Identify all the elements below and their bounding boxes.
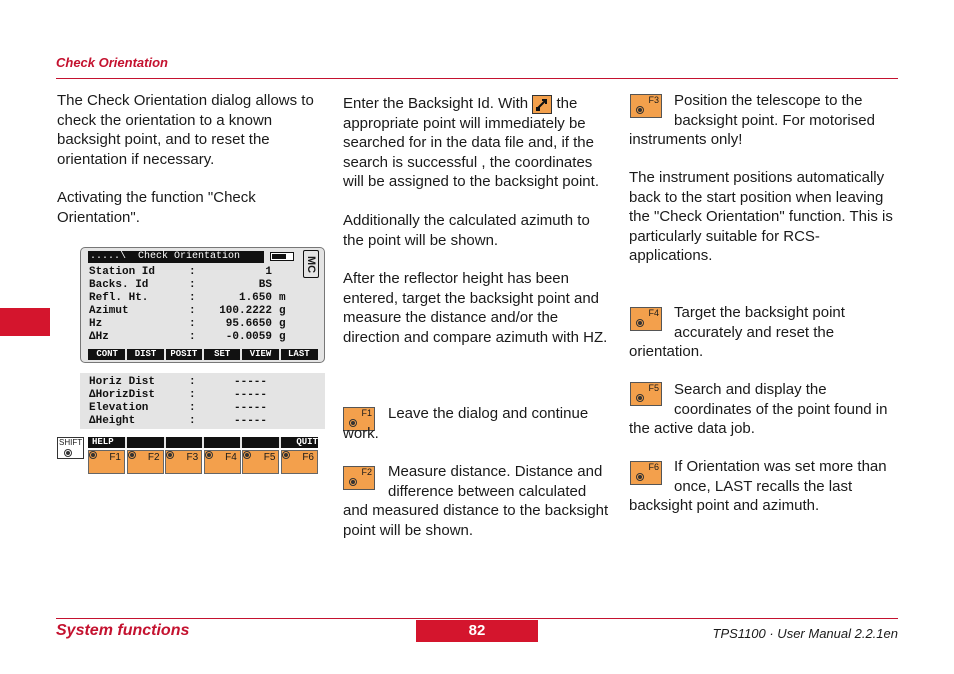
row-label: ΔHz xyxy=(89,331,109,343)
search-point-icon xyxy=(532,95,552,114)
intro-paragraph: The Check Orientation dialog allows to check the orientation to a known backsight point, and to reset the orientation if necessary. xyxy=(57,92,314,168)
softkey-3[interactable]: POSIT xyxy=(170,349,198,359)
positions-paragraph: The instrument positions automatically back to the start position when leaving the "Check Orientation" function. This is particularly suitable for RCS-applications. xyxy=(629,169,893,264)
shift-softkey-1[interactable]: HELP xyxy=(92,437,114,447)
shift-softkey-5[interactable] xyxy=(241,437,279,448)
f1-description: Leave the dialog and continue work. xyxy=(343,405,589,442)
battery-icon xyxy=(270,252,294,261)
softkey-divider xyxy=(240,437,242,448)
shift-key[interactable]: SHIFT xyxy=(57,437,84,459)
row-label: ΔHeight xyxy=(89,415,136,427)
chapter-tab xyxy=(0,308,50,336)
page-number: 82 xyxy=(416,620,538,642)
f3-description: Position the telescope to the backsight point. For motorised instruments only! xyxy=(629,92,875,148)
softkey-bar xyxy=(88,349,318,360)
shift-softkey-4[interactable] xyxy=(203,437,241,448)
activate-paragraph: Activating the function "Check Orientation". xyxy=(57,189,256,226)
function-key-label: F3 xyxy=(186,452,199,463)
function-key-2[interactable] xyxy=(127,450,164,474)
function-key-label: F5 xyxy=(263,452,276,463)
softkey-5[interactable]: VIEW xyxy=(249,349,272,359)
function-key-row xyxy=(88,450,318,474)
softkey-divider xyxy=(125,437,127,448)
softkey-2[interactable]: DIST xyxy=(134,349,157,359)
row-label: Horiz Dist xyxy=(89,376,156,388)
row-label: Azimut xyxy=(89,305,129,317)
footer-section: System functions xyxy=(56,622,190,639)
row-value: 1 xyxy=(265,266,272,278)
f6-key-icon: F6 xyxy=(630,461,662,485)
f4-key-icon: F4 xyxy=(630,307,662,331)
f5-description: Search and display the coordinates of the point found in the active data job. xyxy=(629,381,888,437)
softkey-divider xyxy=(164,349,166,360)
enter-backsight-paragraph: Enter the Backsight Id. With the appropriate point will immediately be searched for in the data file and, if the search is successful , the coordinates will be assigned to the backsight point. xyxy=(343,95,599,191)
softkey-divider xyxy=(164,437,166,448)
row-separator: : xyxy=(189,292,196,304)
function-key-label: F1 xyxy=(109,452,121,463)
f6-description: If Orientation was set more than once, LAST recalls the last backsight point and azimuth. xyxy=(629,458,887,514)
mode-indicator: MC xyxy=(303,250,319,278)
section-header: Check Orientation xyxy=(56,55,168,70)
row-value: ----- xyxy=(234,415,268,427)
reflector-paragraph: After the reflector height has been entered, target the backsight point and measure the distance and/or the direction and compare azimuth with HZ. xyxy=(343,270,608,346)
softkey-6[interactable]: LAST xyxy=(288,349,310,359)
row-separator: : xyxy=(189,402,196,414)
row-unit: g xyxy=(279,305,286,317)
row-value: 100.2222 xyxy=(219,305,272,317)
softkey-1[interactable]: CONT xyxy=(96,349,118,359)
function-key-label: F2 xyxy=(147,452,160,463)
softkey-divider xyxy=(279,349,281,360)
f3-key-icon: F3 xyxy=(630,94,662,118)
softkey-divider xyxy=(202,349,204,360)
f4-description: Target the backsight point accurately and reset the orientation. xyxy=(629,304,845,360)
row-label: Elevation xyxy=(89,402,149,414)
shift-softkey-6[interactable]: QUIT xyxy=(296,437,318,447)
row-unit: m xyxy=(279,292,286,304)
row-separator: : xyxy=(189,318,196,330)
function-key-1[interactable] xyxy=(88,450,125,474)
row-separator: : xyxy=(189,305,196,317)
shift-softkey-3[interactable] xyxy=(165,437,203,448)
f1-key-icon: F1 xyxy=(343,407,375,431)
row-value: ----- xyxy=(234,389,268,401)
header-rule xyxy=(56,78,898,79)
row-separator: : xyxy=(189,389,196,401)
shift-softkey-bar xyxy=(88,437,318,448)
row-label: Backs. Id xyxy=(89,279,149,291)
function-key-5[interactable] xyxy=(242,450,279,474)
f2-description: Measure distance. Distance and difference between calculated and measured distance to the backsight point will be shown. xyxy=(343,463,609,539)
shift-softkey-2[interactable] xyxy=(126,437,164,448)
footer-rule xyxy=(56,618,898,619)
row-value: 1.650 xyxy=(238,292,272,304)
function-key-3[interactable] xyxy=(165,450,202,474)
softkey-divider xyxy=(125,349,127,360)
function-key-4[interactable] xyxy=(204,450,241,474)
row-unit: g xyxy=(279,331,286,343)
softkey-divider xyxy=(240,349,242,360)
function-key-6[interactable] xyxy=(281,450,318,474)
row-value: ----- xyxy=(234,402,268,414)
f2-key-icon: F2 xyxy=(343,466,375,490)
row-separator: : xyxy=(189,279,196,291)
azimuth-paragraph: Additionally the calculated azimuth to the point will be shown. xyxy=(343,212,590,249)
function-key-label: F6 xyxy=(302,452,314,463)
row-separator: : xyxy=(189,415,196,427)
function-key-label: F4 xyxy=(225,452,237,463)
row-separator: : xyxy=(189,376,196,388)
row-value: BS xyxy=(258,279,272,291)
softkey-divider xyxy=(202,437,204,448)
footer-manual: TPS1100 · User Manual 2.2.1en xyxy=(712,626,898,641)
row-label: Hz xyxy=(89,318,103,330)
screen-title: .....\ Check Orientation xyxy=(88,251,264,263)
row-separator: : xyxy=(189,266,196,278)
row-value: 95.6650 xyxy=(225,318,272,330)
row-label: ΔHorizDist xyxy=(89,389,156,401)
f5-key-icon: F5 xyxy=(630,382,662,406)
row-separator: : xyxy=(189,331,196,343)
row-value: -0.0059 xyxy=(225,331,272,343)
softkey-divider xyxy=(279,437,281,448)
softkey-4[interactable]: SET xyxy=(214,349,231,359)
row-label: Station Id xyxy=(89,266,156,278)
row-value: ----- xyxy=(234,376,268,388)
row-label: Refl. Ht. xyxy=(89,292,149,304)
row-unit: g xyxy=(279,318,286,330)
